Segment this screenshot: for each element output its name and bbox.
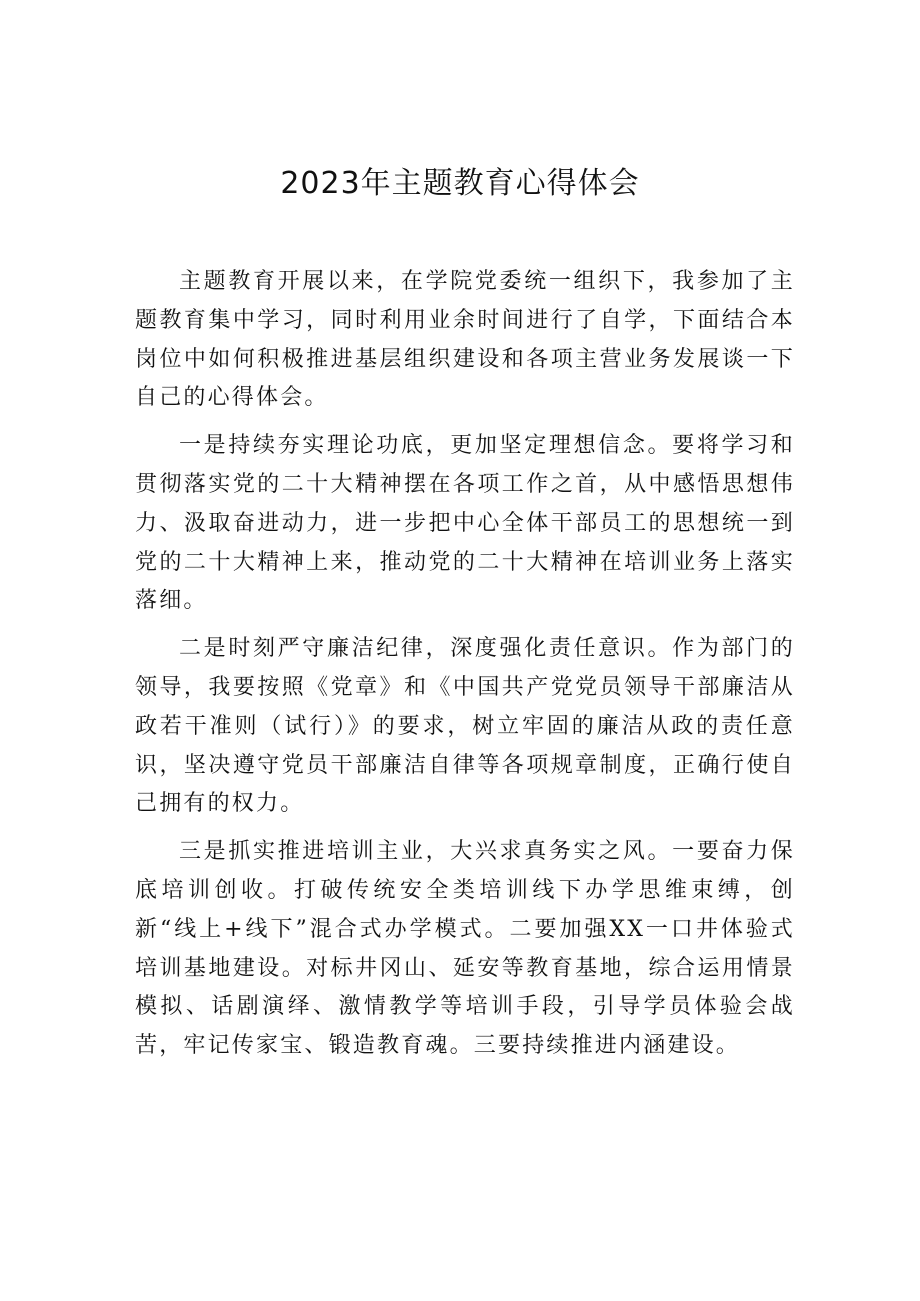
paragraph-intro: 主题教育开展以来，在学院党委统一组织下，我参加了主题教育集中学习，同时利用业余时间进行了自学，下面结合本岗位中如何积极推进基层组织建设和各项主营业务发展谈一下自己的心得体会。 — [135, 269, 795, 411]
document-title: 2023年主题教育心得体会 — [280, 166, 640, 201]
paragraph-point-three: 三是抓实推进培训主业，大兴求真务实之风。一要奋力保底培训创收。打破传统安全类培训线下办学思维束缚，创新“线上+线下”混合式办学模式。二要加强XX一口井体验式培训基地建设。对标井冈山、延安等教育基地，综合运用情景模拟、话剧演绎、激情教学等培训手段，引导学员体验会战苦，牢记传家宝、锻造教育魂。三要持续推进内涵建设。 — [135, 839, 795, 1059]
paragraph-point-two: 二是时刻严守廉洁纪律，深度强化责任意识。作为部门的领导，我要按照《党章》和《中国共产党党员领导干部廉洁从政若干准则（试行）》的要求，树立牢固的廉洁从政的责任意识，坚决遵守党员干部廉洁自律等各项规章制度，正确行使自己拥有的权力。 — [135, 636, 795, 817]
paragraph-point-one: 一是持续夯实理论功底，更加坚定理想信念。要将学习和贯彻落实党的二十大精神摆在各项工作之首，从中感悟思想伟力、汲取奋进动力，进一步把中心全体干部员工的思想统一到党的二十大精神上来，推动党的二十大精神在培训业务上落实落细。 — [135, 433, 795, 614]
document-body — [135, 263, 795, 1075]
